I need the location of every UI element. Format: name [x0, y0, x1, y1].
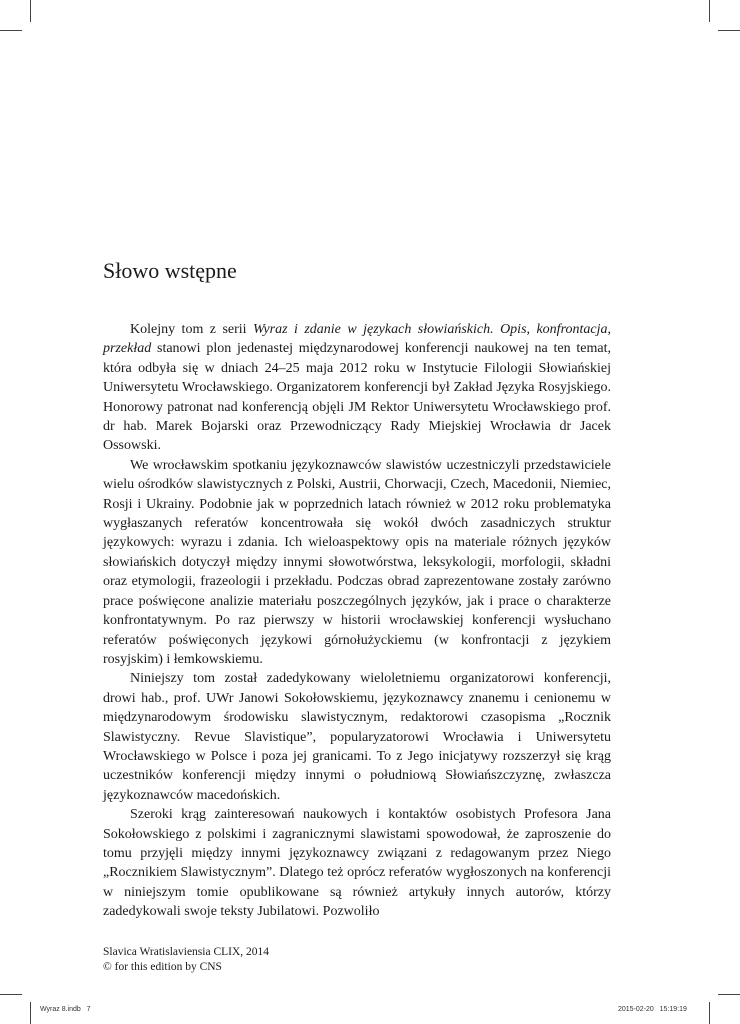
crop-mark-bottom-left-vertical: [30, 1002, 31, 1024]
print-slug-timestamp: 2015-02-20 15:19:19: [618, 1006, 687, 1013]
print-slug-file: Wyraz 8.indb 7: [40, 1006, 91, 1013]
series-title: Wyraz i zdanie w językach słowiańskich. Opis, konfrontacja, przekład: [103, 322, 611, 357]
crop-mark-bottom-right-horizontal: [718, 994, 740, 995]
journal-citation: Slavica Wratislaviensia CLIX, 2014: [103, 946, 270, 958]
crop-mark-bottom-right-vertical: [709, 1002, 710, 1024]
copyright-footnote: [103, 945, 269, 975]
crop-mark-top-left-vertical: [30, 0, 31, 22]
crop-mark-top-right-horizontal: [718, 30, 740, 31]
paragraph-2: We wrocławskim spotkaniu językoznawców slawistów uczestniczyli przedstawiciele wielu ośrodków slawistycznych z Polski, Austrii, Chorwacji, Czech, Macedonii, Niemiec, Rosji i Ukrainy. Podobnie jak w poprzednich latach również w 2012 roku problematyka wygłaszanych referatów koncentrowała się wokół dwóch zasadniczych struktur językowych: wyrazu i zdania. Ich wieloaspektowy opis na materiale różnych języków słowiańskich dotyczył między innymi słowotwórstwa, leksykologii, morfologii, składni oraz etymologii, frazeologii i przekładu. Podczas obrad zaprezentowane zostały zarówno prace poświęcone analizie materiału poszczególnych języków, jak i prace o charakterze konfrontatywnym. Po raz pierwszy w historii wrocławskiej konferencji wysłuchano referatów poświęconych językowi górnołużyckiemu (w konfrontacji z językiem rosyjskim) i łemkowskiemu.: [103, 457, 611, 667]
paragraph-1: [103, 320, 611, 456]
paragraph-1-pre: Kolejny tom z serii: [130, 322, 254, 337]
paragraph-3: Niniejszy tom został zadedykowany wieloletniemu organizatorowi konferencji, drowi hab., prof. UWr Janowi Sokołowskiemu, językoznawcy znanemu i cenionemu w międzynarodowym środowisku slawistycznym, redaktorowi czasopisma „Rocznik Slawistyczny. Revue Slavistique”, popularyzatorowi Wrocławia i Uniwersytetu Wrocławskiego w Polsce i poza jej granicami. To z Jego inicjatywy rozszerzył się krąg uczestników konferencji między innymi o południową Słowiańszczyznę, zwłaszcza językoznawców macedońskich.: [103, 671, 611, 803]
crop-mark-bottom-left-horizontal: [0, 994, 22, 995]
paragraph-4: Szeroki krąg zainteresowań naukowych i kontaktów osobistych Profesora Jana Sokołowskiego z polskimi i zagranicznymi slawistami spowodował, że zaproszenie do tomu przyjęli między innymi językoznawcy związani z redagowanym przez Niego „Rocznikiem Slawistycznym”. Dlatego też oprócz referatów wygłoszonych na konferencji w niniejszym tomie opublikowane są również artykuły innych autorów, którzy zadedykowali swoje teksty Jubilatowi. Pozwoliło: [103, 807, 611, 920]
body-text: [103, 320, 611, 922]
crop-mark-top-left-horizontal: [0, 30, 22, 31]
page-title: Słowo wstępne: [103, 258, 237, 283]
paragraph-1-post: stanowi plon jedenastej międzynarodowej konferencji naukowej na ten temat, która odbyła się w dniach 24–25 maja 2012 roku w Instytucie Filologii Słowiańskiej Uniwersytetu Wrocławskiego. Organizatorem konferencji był Zakład Języka Rosyjskiego. Honorowy patronat nad konferencją objęli JM Rektor Uniwersytetu Wrocławskiego prof. dr hab. Marek Bojarski oraz Przewodniczący Rady Miejskiej Wrocławia dr Jacek Ossowski.: [103, 341, 611, 454]
crop-mark-top-right-vertical: [709, 0, 710, 22]
copyright-line: © for this edition by CNS: [103, 961, 222, 973]
